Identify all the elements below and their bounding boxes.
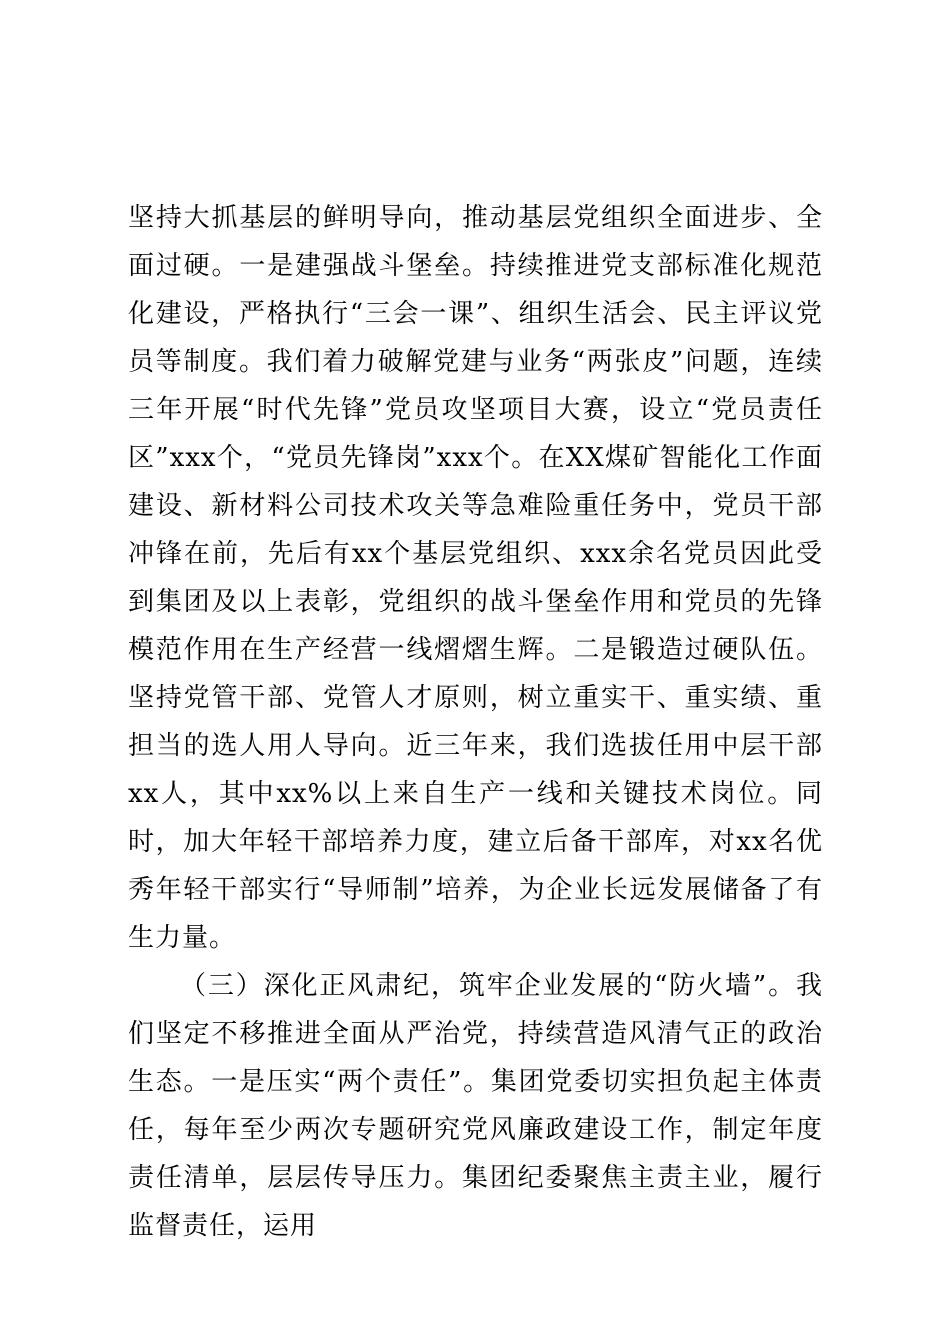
document-body — [128, 194, 823, 1250]
paragraph-discipline: （三）深化正风肃纪，筑牢企业发展的“防火墙”。我们坚定不移推进全面从严治党，持续营造风清气正的政治生态。一是压实“两个责任”。集团党委切实担负起主体责任，每年至少两次专题研究党风廉政建设工作，制定年度责任清单，层层传导压力。集团纪委聚焦主责主业，履行监督责任，运用 — [128, 971, 823, 1241]
paragraph-grassroots: 坚持大抓基层的鲜明导向，推动基层党组织全面进步、全面过硬。一是建强战斗堡垒。持续推进党支部标准化规范化建设，严格执行“三会一课”、组织生活会、民主评议党员等制度。我们着力破解党建与业务“两张皮”问题，连续三年开展“时代先锋”党员攻坚项目大赛，设立“党员责任区”xxx个，“党员先锋岗”xxx个。在XX煤矿智能化工作面建设、新材料公司技术攻关等急难险重任务中，党员干部冲锋在前，先后有xx个基层党组织、xxx余名党员因此受到集团及以上表彰，党组织的战斗堡垒作用和党员的先锋模范作用在生产经营一线熠熠生辉。二是锻造过硬队伍。坚持党管干部、党管人才原则，树立重实干、重实绩、重担当的选人用人导向。近三年来，我们选拔任用中层干部xx人，其中xx%以上来自生产一线和关键技术岗位。同时，加大年轻干部培养力度，建立后备干部库，对xx名优秀年轻干部实行“导师制”培养，为企业长远发展储备了有生力量。 — [128, 203, 823, 953]
